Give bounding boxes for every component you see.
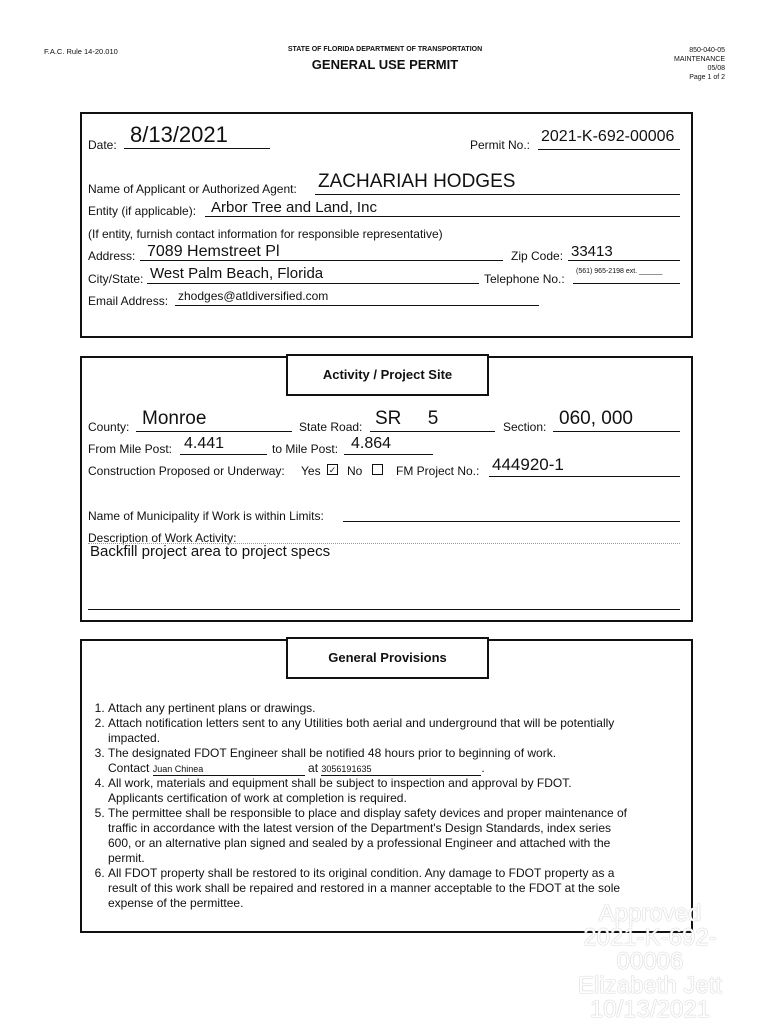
address-label: Address: [88,249,136,263]
section-line [553,431,680,432]
project-site-heading: Activity / Project Site [286,354,489,396]
form-date: 05/08 [707,65,725,72]
county-line [136,431,292,432]
section-value[interactable]: 060, 000 [559,408,633,429]
provisions-heading: General Provisions [286,637,489,679]
approval-stamp [555,902,745,1022]
email-value[interactable]: zhodges@atldiversified.com [178,289,329,303]
city-line [147,283,479,284]
fm-project-label: FM Project No.: [396,464,480,478]
stamp-permit: 2021-K-692-00006 [583,924,717,975]
email-label: Email Address: [88,294,169,308]
state-road-label: State Road: [299,420,363,434]
stamp-date: 10/13/2021 [589,996,711,1023]
contact-name[interactable]: Juan Chinea [153,764,305,776]
municipality-label: Name of Municipality if Work is within Limits: [88,509,324,523]
entity-line [205,216,680,217]
permit-line [538,149,680,150]
page-number: Page 1 of 2 [689,74,725,81]
to-milepost-value[interactable]: 4.864 [351,435,392,452]
provision-item-notify-text: The designated FDOT Engineer shall be notified 48 hours prior to beginning of work. [108,746,557,760]
to-milepost-line [344,454,433,455]
applicant-name-label: Name of Applicant or Authorized Agent: [88,182,297,196]
section-label: Section: [503,420,547,434]
form-category: MAINTENANCE [674,56,725,63]
contact-phone[interactable]: 3056191635 [321,764,481,776]
fm-project-line [489,476,680,477]
entity-label: Entity (if applicable): [88,204,197,218]
applicant-name[interactable]: ZACHARIAH HODGES [318,171,516,192]
to-milepost-label: to Mile Post: [272,442,339,456]
department-name: STATE OF FLORIDA DEPARTMENT OF TRANSPORTATION [287,46,483,53]
from-milepost-line [180,454,267,455]
yes-checkbox[interactable]: ✓ [328,465,337,475]
permit-label: Permit No.: [470,138,531,152]
page-title: GENERAL USE PERMIT [311,57,459,72]
from-milepost-value[interactable]: 4.441 [184,435,225,452]
municipality-line [343,521,680,522]
phone-line [573,283,680,284]
entity-note: (If entity, furnish contact information for responsible representative) [88,227,443,241]
contact-label: Contact [108,761,150,775]
zip-label: Zip Code: [511,249,564,263]
description-label: Description of Work Activity: [88,531,237,545]
address-line [140,260,503,261]
provision-item: 5. The permittee shall be responsible to place and display safety devices and proper maintenance of traffic in accordance with the latest version of the Department's Design Standards, index series 600, or an alternative plan signed and sealed by a professional Engineer and attached with the permit. [108,806,628,866]
provisions-list [86,701,628,911]
contact-end: . [481,761,485,775]
provision-item: 6. All FDOT property shall be restored to its original condition. Any damage to FDOT property as a result of this work shall be repaired and restored in a manner acceptable to the FDOT at the sole expense of the permittee. [108,866,628,911]
from-milepost-label: From Mile Post: [88,442,173,456]
no-checkbox[interactable] [372,464,383,475]
county-label: County: [88,420,130,434]
address-value[interactable]: 7089 Hemstreet Pl [147,243,280,260]
no-label: No [347,464,363,478]
provision-item: 4. All work, materials and equipment shall be subject to inspection and approval by FDOT. Applicants certification of work at completion is required. [108,776,628,806]
yes-label: Yes [301,464,321,478]
state-road-value[interactable]: SR 5 [375,408,439,429]
state-road-line [370,431,495,432]
city-label: City/State: [88,272,144,286]
entity-value[interactable]: Arbor Tree and Land, Inc [211,199,377,216]
form-info [674,46,725,82]
city-value[interactable]: West Palm Beach, Florida [150,265,324,282]
permit-number[interactable]: 2021-K-692-00006 [541,128,675,145]
contact-at-label: at [308,761,319,775]
zip-line [568,260,680,261]
provision-item: 2. Attach notification letters sent to any Utilities both aerial and underground that will be potentially impacted. [108,716,628,746]
phone-label: Telephone No.: [484,272,565,286]
phone-value[interactable]: (561) 965-2198 ext. ______ [576,268,663,275]
applicant-name-line [315,194,680,195]
date-label: Date: [88,138,117,152]
form-number: 850-040-05 [689,47,725,54]
description-line [88,609,680,610]
fm-project-value[interactable]: 444920-1 [492,455,564,474]
stamp-approver: Elizabeth Jett [577,972,723,999]
provision-item-notify [108,746,628,776]
stamp-approved: Approved [598,900,702,927]
construction-label: Construction Proposed or Underway: [88,464,285,478]
fac-rule: F.A.C. Rule 14-20.010 [44,47,118,56]
zip-value[interactable]: 33413 [571,243,613,260]
date-line [124,148,270,149]
description-value[interactable]: Backfill project area to project specs [90,543,331,560]
provision-item: 1. Attach any pertinent plans or drawings. [108,701,628,716]
email-line [175,305,539,306]
date-value[interactable]: 8/13/2021 [130,122,228,147]
county-value[interactable]: Monroe [142,408,207,429]
